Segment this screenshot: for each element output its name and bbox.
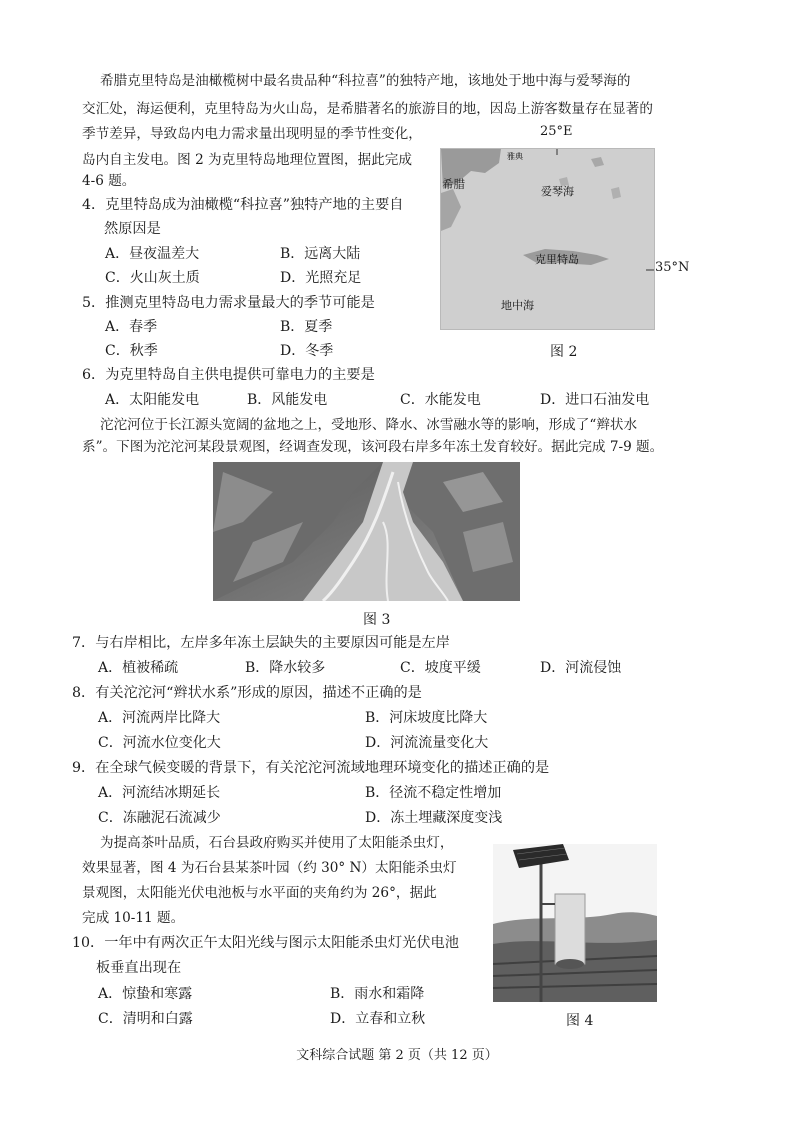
q8-option-c: C．河流水位变化大 <box>98 735 221 751</box>
q10-option-b: B．雨水和霜降 <box>330 986 425 1002</box>
solar-insect-lamp-photo <box>493 844 657 1002</box>
intro3-line-1: 为提高茶叶品质，石台县政府购买并使用了太阳能杀虫灯， <box>100 835 454 851</box>
q5-option-c: C．秋季 <box>105 343 158 359</box>
q4-option-b: B．远离大陆 <box>280 246 361 262</box>
intro1-line-2: 交汇处，海运便利，克里特岛为火山岛，是希腊著名的旅游目的地，因岛上游客数量存在显著的 <box>82 101 653 117</box>
intro1-line-1: 希腊克里特岛是油橄榄树中最名贵品种“科拉喜”的独特产地，该地处于地中海与爱琴海的 <box>100 73 631 89</box>
q6-option-d: D．进口石油发电 <box>540 392 650 408</box>
q7-option-a: A．植被稀疏 <box>98 660 179 676</box>
page-footer: 文科综合试题 第 2 页（共 12 页） <box>296 1048 498 1063</box>
q6-option-b: B．风能发电 <box>247 392 328 408</box>
q9-option-b: B．径流不稳定性增加 <box>365 785 502 801</box>
q4-option-d: D．光照充足 <box>280 270 362 286</box>
q9-stem: 9．在全球气候变暖的背景下，有关沱沱河流域地理环境变化的描述正确的是 <box>72 760 550 776</box>
intro3-line-2: 效果显著，图 4 为石台县某茶叶园（约 30° N）太阳能杀虫灯 <box>82 860 457 876</box>
q10-option-a: A．惊蛰和寒露 <box>98 986 193 1002</box>
q10-stem-line-1: 10．一年中有两次正午太阳光线与图示太阳能杀虫灯光伏电池 <box>72 935 459 951</box>
map-label-aegean-sea: 爱琴海 <box>541 185 574 198</box>
figure-3-caption: 图 3 <box>363 612 391 628</box>
q8-stem: 8．有关沱沱河“辫状水系”形成的原因，描述不正确的是 <box>72 685 422 701</box>
q7-option-b: B．降水较多 <box>245 660 326 676</box>
q8-option-b: B．河床坡度比降大 <box>365 710 488 726</box>
q9-option-a: A．河流结冰期延长 <box>98 785 221 801</box>
q7-option-d: D．河流侵蚀 <box>540 660 622 676</box>
q10-stem-line-2: 板垂直出现在 <box>96 960 182 976</box>
longitude-label: 25°E <box>540 124 573 139</box>
q4-option-a: A．昼夜温差大 <box>105 246 200 262</box>
figure-4-photo <box>493 844 657 1002</box>
q7-option-c: C．坡度平缓 <box>400 660 481 676</box>
latitude-label: 35°N <box>655 260 690 275</box>
q4-stem-line-2: 然原因是 <box>104 221 161 237</box>
intro1-line-3: 季节差异，导致岛内电力需求量出现明显的季节性变化， <box>82 126 422 142</box>
q8-option-d: D．河流流量变化大 <box>365 735 489 751</box>
q8-option-a: A．河流两岸比降大 <box>98 710 221 726</box>
map-label-mediterranean: 地中海 <box>501 299 534 312</box>
q9-option-c: C．冻融泥石流减少 <box>98 810 221 826</box>
map-graphic <box>441 149 654 329</box>
q4-stem-line-1: 4．克里特岛成为油橄榄“科拉喜”独特产地的主要自 <box>82 197 404 213</box>
intro2-line-1: 沱沱河位于长江源头宽阔的盆地之上，受地形、降水、冰雪融水等的影响，形成了“辫状水 <box>100 417 638 433</box>
q6-option-a: A．太阳能发电 <box>105 392 200 408</box>
map-label-greece: 希腊 <box>442 177 465 191</box>
intro2-line-2: 系”。下图为沱沱河某段景观图，经调查发现，该河段右岸多年冻土发育较好。据此完成 7-9 题。 <box>82 439 664 455</box>
q7-stem: 7．与右岸相比，左岸多年冻土层缺失的主要原因可能是左岸 <box>72 635 450 651</box>
q10-option-d: D．立春和立秋 <box>330 1011 426 1027</box>
q9-option-d: D．冻土埋藏深度变浅 <box>365 810 503 826</box>
intro3-line-3: 景观图，太阳能光伏电池板与水平面的夹角约为 26°，据此 <box>82 885 437 901</box>
q5-option-a: A．春季 <box>105 319 158 335</box>
q10-option-c: C．清明和白露 <box>98 1011 193 1027</box>
figure-4-caption: 图 4 <box>566 1013 594 1029</box>
q5-stem: 5．推测克里特岛电力需求量最大的季节可能是 <box>82 295 375 311</box>
q6-option-c: C．水能发电 <box>400 392 481 408</box>
q5-option-b: B．夏季 <box>280 319 333 335</box>
figure-2-map <box>440 148 655 330</box>
intro1-line-5: 4-6 题。 <box>82 173 136 189</box>
q6-stem: 6．为克里特岛自主供电提供可靠电力的主要是 <box>82 367 375 383</box>
q5-option-d: D．冬季 <box>280 343 334 359</box>
map-label-crete: 克里特岛 <box>535 253 579 266</box>
braided-river-landscape <box>213 462 520 601</box>
intro3-line-4: 完成 10-11 题。 <box>82 910 185 926</box>
intro1-line-4: 岛内自主发电。图 2 为克里特岛地理位置图，据此完成 <box>82 152 412 168</box>
q4-option-c: C．火山灰土质 <box>105 270 200 286</box>
figure-2-caption: 图 2 <box>550 344 578 360</box>
map-label-athens: 雅典 <box>507 152 523 161</box>
figure-3-photo <box>213 462 520 601</box>
